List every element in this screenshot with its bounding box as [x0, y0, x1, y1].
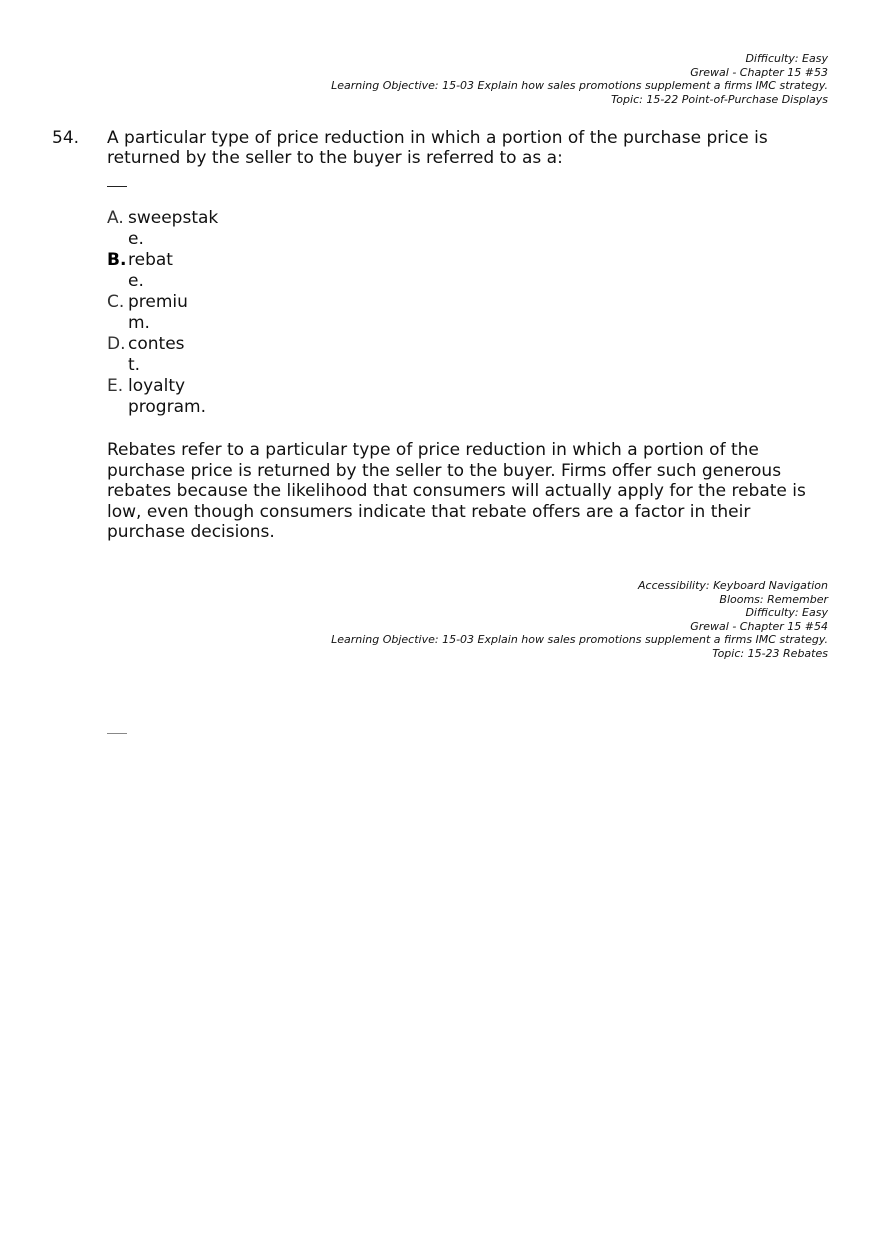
option-text	[128, 292, 188, 334]
option-text-line: e.	[128, 271, 144, 291]
option-letter: C.	[107, 292, 125, 312]
option-a	[107, 208, 218, 250]
option-text-line: program.	[128, 397, 206, 417]
option-d	[107, 334, 218, 376]
meta-chapter: Grewal - Chapter 15 #54	[690, 619, 828, 633]
option-text-line: e.	[128, 229, 144, 249]
meta-topic: Topic: 15-22 Point-of-Purchase Displays	[610, 92, 828, 106]
option-letter: D.	[107, 334, 126, 354]
option-letter: A.	[107, 208, 124, 228]
option-text	[128, 208, 218, 250]
option-text-line: loyalty	[128, 376, 186, 396]
meta-learning-objective: Learning Objective: 15-03 Explain how sales promotions supplement a firms IMC strategy.	[331, 633, 828, 646]
meta-topic: Topic: 15-23 Rebates	[712, 646, 828, 660]
option-text-line: t.	[128, 355, 141, 375]
meta-chapter: Grewal - Chapter 15 #53	[690, 65, 828, 79]
option-letter-correct: B.	[107, 250, 127, 270]
question-number: 54.	[52, 128, 80, 148]
option-text-line: rebat	[128, 250, 173, 270]
option-text-line: m.	[128, 313, 150, 333]
meta-difficulty: Difficulty: Easy	[745, 52, 828, 65]
separator-line	[107, 733, 127, 734]
option-b	[107, 250, 218, 292]
meta-accessibility: Accessibility: Keyboard Navigation	[638, 579, 828, 592]
answer-explanation: Rebates refer to a particular type of price reduction in which a portion of the purchase price is returned by the seller to the buyer. Firms offer such generous rebates because the likelihood that consumers will actually apply for the rebate is low, even though consumers indicate that rebate offers are a factor in their purchase decisions.	[107, 440, 806, 542]
answer-options	[107, 208, 218, 418]
option-text-line: sweepstak	[128, 208, 219, 228]
option-e	[107, 376, 218, 418]
previous-question-metadata	[331, 52, 828, 106]
meta-blooms: Blooms: Remember	[719, 592, 828, 606]
option-text	[128, 334, 185, 376]
option-text-line: contes	[128, 334, 185, 354]
option-text	[128, 250, 173, 292]
option-text	[128, 376, 206, 418]
meta-learning-objective: Learning Objective: 15-03 Explain how sales promotions supplement a firms IMC strategy.	[331, 79, 828, 92]
option-text-line: premiu	[128, 292, 188, 312]
question-metadata	[331, 579, 828, 660]
option-letter: E.	[107, 376, 124, 396]
answer-blank-line	[107, 186, 127, 187]
option-c	[107, 292, 218, 334]
meta-difficulty: Difficulty: Easy	[745, 606, 828, 619]
question-text: A particular type of price reduction in which a portion of the purchase price is returned by the seller to the buyer is referred to as a:	[107, 128, 768, 168]
